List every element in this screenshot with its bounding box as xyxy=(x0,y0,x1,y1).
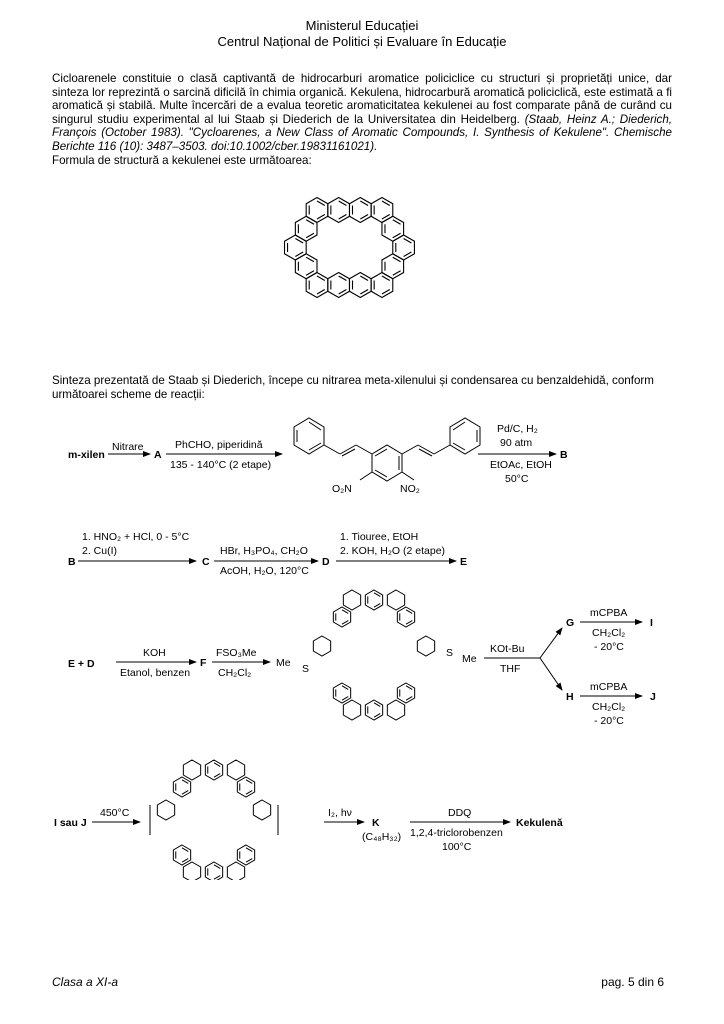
reagent-phcho: PhCHO, piperidină xyxy=(175,439,263,451)
cond-2a: CH₂Cl₂ xyxy=(592,701,626,713)
i2-hv-label: I₂, hν xyxy=(328,807,352,819)
header-ministry: Ministerul Educației xyxy=(305,18,419,33)
s-right: S xyxy=(446,647,454,659)
me-left: Me xyxy=(276,657,291,669)
compound-C: C xyxy=(202,556,210,568)
formula-line: Formula de structură a kekulenei este următoarea: xyxy=(52,153,312,167)
no2-left: O₂N xyxy=(332,483,352,495)
cat-pressure: 90 atm xyxy=(500,437,533,449)
kekulene-product: Kekulenă xyxy=(516,817,563,829)
pyrolysis-temp: 450°C xyxy=(100,807,130,819)
trichlorobenzene-label: 1,2,4-triclorobenzen xyxy=(410,827,503,839)
kotbu-label: KOt-Bu xyxy=(490,643,525,655)
solvent-label: Etanol, benzen xyxy=(120,667,191,679)
page-header xyxy=(0,18,724,50)
distyryl-dinitro-structure xyxy=(294,418,480,481)
compound-B-row2: B xyxy=(68,556,76,568)
compound-H: H xyxy=(566,691,574,703)
ddq-label: DDQ xyxy=(448,807,472,819)
footer-class: Clasa a XI-a xyxy=(52,975,119,989)
cond-1b: - 20°C xyxy=(594,641,624,653)
thiol-step2: 2. KOH, H₂O (2 etape) xyxy=(340,545,446,557)
e-plus-d: E + D xyxy=(68,658,95,670)
cat-pdc: Pd/C, H₂ xyxy=(497,423,538,435)
diazo-step1: 1. HNO₂ + HCl, 0 - 5°C xyxy=(82,531,190,543)
sulfonium-macrocycle xyxy=(313,590,434,720)
intro-citation: (Staab, Heinz A.; Diederich, François (October 1983). "Cycloarenes, a New Class of Aromatic Compounds, I. Synthesis of Kekulene". Chemische Berichte 116 (10): 3487–3503. doi:10.1002/cber.19831161021). xyxy=(52,112,672,153)
arrow-to-H xyxy=(540,658,562,690)
ch2cl2-label: CH₂Cl₂ xyxy=(218,667,252,679)
reaction-scheme xyxy=(0,410,724,880)
synthesis-intro: Sinteza prezentată de Staab și Diederich, începe cu nitrarea meta-xilenului și condensarea cu benzaldehidă, conform următoarei scheme de reacții: xyxy=(52,374,654,401)
header-center: Centrul Național de Politici și Evaluare în Educație xyxy=(217,34,507,49)
intro-text: Cicloarenele constituie o clasă captivantă de hidrocarburi aromatice policiclice cu structuri și proprietăți unice, dar sinteza lor reprezintă o sarcină dificilă în chimia organică. Kekulena, hidrocarbură aromatică policiclică, este estimată a fi aromatică și stabilă. Multe încercări de a evalua teoretic aromaticitatea kekulenei au fost comparate până de curând cu singurul studiu experimental al lui Staab și Diederich de la Universitatea din Heidelberg. xyxy=(52,72,672,126)
bromo-conditions: AcOH, H₂O, 120°C xyxy=(220,565,309,577)
compound-A: A xyxy=(154,449,162,461)
compound-I: I xyxy=(650,617,653,629)
nitration-label: Nitrare xyxy=(112,441,144,453)
bromo-reagents: HBr, H₃PO₄, CH₂O xyxy=(220,545,308,557)
no2-right: NO₂ xyxy=(400,483,420,495)
cat-temp: 50°C xyxy=(505,473,529,485)
reagent-temp: 135 - 140°C (2 etape) xyxy=(170,459,272,471)
kekulene-structure xyxy=(262,188,462,358)
compound-K: K xyxy=(372,817,380,829)
mcpba-2: mCPBA xyxy=(590,681,628,693)
cat-solvent: EtOAc, EtOH xyxy=(490,459,552,471)
diazo-step2: 2. Cu(I) xyxy=(82,545,118,557)
compound-D: D xyxy=(322,556,330,568)
i-or-j: I sau J xyxy=(54,817,87,829)
m-xylene-label: m-xilen xyxy=(68,449,105,461)
k-formula: (C₄₈H₃₂) xyxy=(362,831,402,843)
intro-paragraph xyxy=(52,72,672,167)
s-left: S xyxy=(302,663,310,675)
thf-label: THF xyxy=(500,663,521,675)
compound-G: G xyxy=(566,617,575,629)
cond-2b: - 20°C xyxy=(594,715,624,727)
thiol-step1: 1. Tiouree, EtOH xyxy=(340,531,419,543)
ddq-temp: 100°C xyxy=(442,841,472,853)
mcpba-1: mCPBA xyxy=(590,607,628,619)
footer-page: pag. 5 din 6 xyxy=(601,975,664,989)
arrow-to-G xyxy=(540,628,562,658)
compound-B: B xyxy=(560,449,568,461)
compound-F: F xyxy=(200,657,207,669)
compound-E: E xyxy=(460,556,468,568)
diene-macrocycle xyxy=(150,760,278,880)
compound-J: J xyxy=(650,691,656,703)
me-right: Me xyxy=(462,653,477,665)
koh-label: KOH xyxy=(143,647,166,659)
fso3me-label: FSO₃Me xyxy=(216,647,257,659)
cond-1a: CH₂Cl₂ xyxy=(592,627,626,639)
